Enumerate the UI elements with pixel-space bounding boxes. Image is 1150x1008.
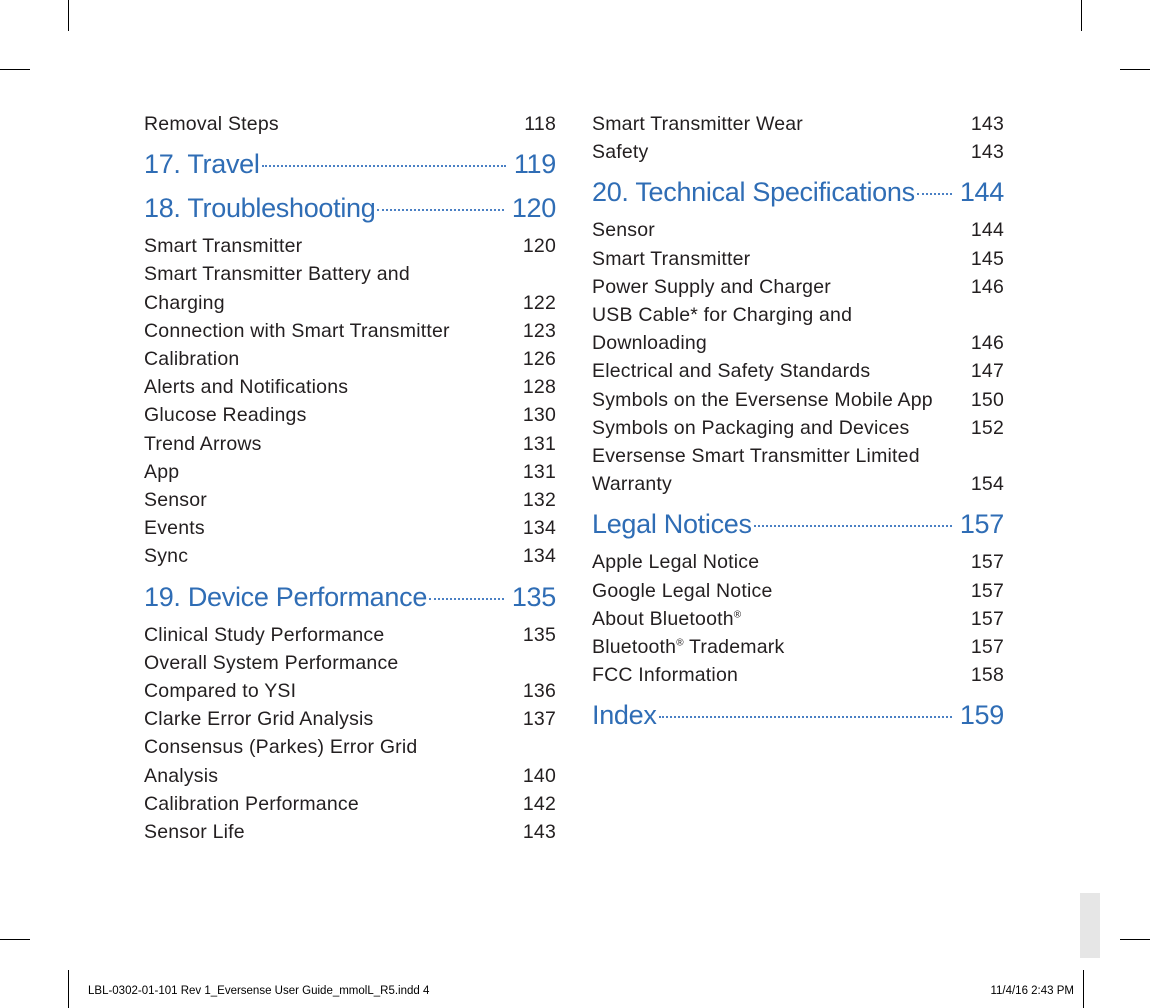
registered-mark: ® bbox=[733, 609, 742, 621]
toc-chapter-heading[interactable] bbox=[592, 174, 1004, 210]
entry-title bbox=[592, 357, 870, 385]
toc-entry[interactable] bbox=[144, 649, 556, 705]
toc-entry[interactable] bbox=[592, 548, 1004, 576]
entry-title bbox=[144, 373, 348, 401]
entry-title bbox=[144, 542, 188, 570]
crop-mark-top-left bbox=[68, 0, 69, 31]
toc-entry[interactable] bbox=[144, 430, 556, 458]
entry-title-text: Clinical Study Performance bbox=[144, 623, 385, 646]
entry-page-number: 137 bbox=[522, 708, 556, 731]
toc-entry[interactable] bbox=[592, 245, 1004, 273]
toc-entry[interactable] bbox=[144, 542, 556, 570]
entry-title-text: Electrical and Safety Standards bbox=[592, 360, 871, 383]
entry-page-number: 143 bbox=[970, 141, 1004, 164]
entry-title-text: About Bluetooth bbox=[592, 607, 734, 630]
chapter-page-number: 119 bbox=[513, 149, 556, 180]
entry-page-number: 157 bbox=[970, 636, 1004, 659]
dot-leader bbox=[429, 598, 504, 600]
entry-title-text: Sensor bbox=[592, 219, 655, 242]
entry-title-text: Smart Transmitter bbox=[144, 235, 303, 258]
dot-leader bbox=[754, 525, 952, 527]
entry-title bbox=[592, 633, 784, 661]
chapter-title: 17. Travel bbox=[144, 149, 260, 180]
entry-title-line1: Eversense Smart Transmitter Limited bbox=[592, 445, 920, 468]
entry-page-number: 157 bbox=[970, 551, 1004, 574]
entry-title bbox=[592, 661, 738, 689]
entry-page-number: 118 bbox=[524, 113, 556, 135]
entry-title-text: Calibration bbox=[144, 348, 240, 371]
entry-page-number: 122 bbox=[522, 291, 556, 314]
toc-entry[interactable] bbox=[592, 577, 1004, 605]
entry-title-text: Bluetooth bbox=[592, 636, 677, 659]
entry-title bbox=[592, 386, 933, 414]
entry-title-text: Connection with Smart Transmitter bbox=[144, 319, 450, 342]
entry-page-number: 131 bbox=[522, 460, 556, 483]
entry-title-line2: Downloading bbox=[592, 332, 707, 355]
entry-line2 bbox=[144, 677, 556, 705]
crop-mark-right-bottom bbox=[1120, 939, 1150, 940]
entry-title bbox=[592, 138, 648, 166]
toc-entry[interactable] bbox=[592, 661, 1004, 689]
toc-entry[interactable] bbox=[144, 345, 556, 373]
entry-page-number: 135 bbox=[522, 623, 556, 646]
entry-title-text: Smart Transmitter bbox=[592, 247, 751, 270]
toc-entry[interactable] bbox=[592, 138, 1004, 166]
chapter-page-number: 144 bbox=[959, 177, 1004, 208]
toc-chapter-heading[interactable] bbox=[144, 146, 556, 182]
entry-title bbox=[144, 430, 262, 458]
toc-entry[interactable] bbox=[592, 414, 1004, 442]
toc-entry[interactable] bbox=[144, 705, 556, 733]
entry-title-line2: Warranty bbox=[592, 473, 672, 496]
entry-page-number: 157 bbox=[970, 579, 1004, 602]
entry-page-number: 146 bbox=[970, 332, 1004, 355]
entry-title bbox=[592, 245, 750, 273]
dot-leader bbox=[377, 209, 503, 211]
entry-title bbox=[144, 401, 307, 429]
entry-title bbox=[144, 790, 359, 818]
toc-chapter-heading[interactable] bbox=[144, 579, 556, 615]
entry-title bbox=[592, 548, 759, 576]
chapter-page-number: 120 bbox=[511, 193, 556, 224]
chapter-title: Legal Notices bbox=[592, 509, 752, 540]
entry-title-text: Apple Legal Notice bbox=[592, 551, 760, 574]
chapter-page-number: 135 bbox=[511, 581, 556, 612]
entry-page-number: 130 bbox=[522, 404, 556, 427]
entry-page-number: 150 bbox=[970, 388, 1004, 411]
entry-title bbox=[144, 705, 374, 733]
dot-leader bbox=[917, 193, 952, 195]
entry-page-number: 145 bbox=[970, 247, 1004, 270]
toc-entry[interactable] bbox=[144, 458, 556, 486]
chapter-page-number: 159 bbox=[959, 700, 1004, 731]
entry-title bbox=[144, 317, 450, 345]
entry-page-number: 152 bbox=[970, 416, 1004, 439]
slug-timestamp: 11/4/16 2:43 PM bbox=[990, 985, 1074, 997]
entry-page-number: 136 bbox=[522, 680, 556, 703]
chapter-title: 20. Technical Specifications bbox=[592, 177, 915, 208]
entry-page-number: 134 bbox=[522, 517, 556, 540]
entry-title-text: App bbox=[144, 460, 180, 483]
entry-line2 bbox=[144, 289, 556, 317]
entry-title-text: FCC Information bbox=[592, 664, 739, 687]
entry-page-number: 132 bbox=[522, 489, 556, 512]
entry-title bbox=[592, 216, 655, 244]
entry-page-number: 131 bbox=[522, 432, 556, 455]
toc-left-column bbox=[144, 110, 556, 846]
chapter-title: 19. Device Performance bbox=[144, 581, 428, 612]
toc-entry[interactable] bbox=[144, 401, 556, 429]
entry-page-number: 143 bbox=[522, 821, 556, 844]
crop-mark-top-right bbox=[1081, 0, 1082, 31]
entry-title-text: Power Supply and Charger bbox=[592, 275, 831, 298]
entry-title-line2: Charging bbox=[144, 291, 225, 314]
entry-title bbox=[144, 486, 207, 514]
entry-page-number: 146 bbox=[970, 275, 1004, 298]
entry-title-text: Symbols on Packaging and Devices bbox=[592, 416, 910, 439]
toc-entry[interactable] bbox=[144, 373, 556, 401]
entry-title-line1: Overall System Performance bbox=[144, 651, 399, 674]
toc-entry[interactable] bbox=[144, 818, 556, 846]
entry-title-text: Sensor bbox=[144, 489, 207, 512]
toc-chapter-heading[interactable] bbox=[592, 506, 1004, 542]
entry-page-number: 147 bbox=[970, 360, 1004, 383]
entry-title bbox=[592, 414, 910, 442]
entry-page-number: 134 bbox=[522, 545, 556, 568]
entry-page-number: 142 bbox=[522, 792, 556, 815]
toc-entry[interactable] bbox=[592, 110, 1004, 138]
entry-page-number: 143 bbox=[970, 113, 1004, 135]
chapter-title: 18. Troubleshooting bbox=[144, 193, 376, 224]
toc-entry[interactable] bbox=[592, 442, 1004, 498]
toc-entry[interactable] bbox=[144, 110, 556, 138]
toc-entry[interactable] bbox=[592, 273, 1004, 301]
toc-chapter-heading[interactable] bbox=[144, 190, 556, 226]
dot-leader bbox=[262, 165, 506, 167]
chapter-page-number: 157 bbox=[959, 509, 1004, 540]
entry-title-line1: Smart Transmitter Battery and bbox=[144, 263, 410, 286]
entry-page-number: 154 bbox=[970, 473, 1004, 496]
toc-entry[interactable] bbox=[592, 386, 1004, 414]
dot-leader bbox=[659, 716, 952, 718]
toc-entry[interactable] bbox=[144, 232, 556, 260]
slug-file-name: LBL-0302-01-101 Rev 1_Eversense User Guide_mmolL_R5.indd 4 bbox=[88, 985, 430, 997]
entry-title bbox=[144, 514, 205, 542]
entry-title-text: Calibration Performance bbox=[144, 792, 359, 815]
entry-page-number: 126 bbox=[522, 348, 556, 371]
entry-title-text: Google Legal Notice bbox=[592, 579, 773, 602]
toc-entry[interactable] bbox=[144, 317, 556, 345]
entry-title-text: Sensor Life bbox=[144, 821, 245, 844]
entry-title-text: Glucose Readings bbox=[144, 404, 307, 427]
toc-entry[interactable] bbox=[592, 605, 1004, 633]
entry-title bbox=[592, 577, 773, 605]
entry-page-number: 120 bbox=[522, 235, 556, 258]
registered-mark: ® bbox=[676, 637, 684, 649]
entry-page-number: 140 bbox=[522, 764, 556, 787]
page-edge-tab bbox=[1080, 893, 1100, 958]
entry-title-text: Symbols on the Eversense Mobile App bbox=[592, 388, 933, 411]
entry-line2 bbox=[592, 329, 1004, 357]
entry-title-text: Sync bbox=[144, 545, 189, 568]
entry-page-number: 128 bbox=[522, 376, 556, 399]
crop-mark-left-bottom bbox=[0, 939, 30, 940]
entry-title-line1: USB Cable* for Charging and bbox=[592, 304, 853, 327]
toc-entry[interactable] bbox=[144, 621, 556, 649]
entry-title bbox=[592, 605, 741, 633]
crop-mark-right-top bbox=[1120, 69, 1150, 70]
entry-title bbox=[144, 621, 384, 649]
entry-page-number: 158 bbox=[970, 664, 1004, 687]
toc-entry[interactable] bbox=[144, 790, 556, 818]
entry-title bbox=[144, 345, 239, 373]
entry-title-text: Alerts and Notifications bbox=[144, 376, 349, 399]
toc-entry[interactable] bbox=[144, 733, 556, 789]
entry-title-text: Safety bbox=[592, 141, 649, 164]
entry-title-line2: Compared to YSI bbox=[144, 680, 297, 703]
toc-entry[interactable] bbox=[144, 486, 556, 514]
entry-title-text: Removal Steps bbox=[144, 113, 279, 135]
entry-title bbox=[592, 110, 803, 138]
entry-line2 bbox=[592, 470, 1004, 498]
toc-entry[interactable] bbox=[592, 357, 1004, 385]
entry-page-number: 144 bbox=[970, 219, 1004, 242]
chapter-title: Index bbox=[592, 700, 657, 731]
entry-title-text: Events bbox=[144, 517, 205, 540]
entry-title-text: Smart Transmitter Wear bbox=[592, 113, 803, 135]
entry-title-line2: Analysis bbox=[144, 764, 219, 787]
toc-chapter-heading[interactable] bbox=[592, 697, 1004, 733]
entry-page-number: 157 bbox=[970, 607, 1004, 630]
toc-entry[interactable] bbox=[592, 301, 1004, 357]
entry-title-text: Clarke Error Grid Analysis bbox=[144, 708, 374, 731]
toc-right-column bbox=[592, 110, 1004, 739]
toc-entry[interactable] bbox=[144, 514, 556, 542]
toc-entry[interactable] bbox=[144, 260, 556, 316]
entry-title bbox=[592, 273, 831, 301]
entry-title-line1: Consensus (Parkes) Error Grid bbox=[144, 736, 418, 759]
entry-title-suffix: Trademark bbox=[683, 636, 785, 659]
entry-line2 bbox=[144, 762, 556, 790]
crop-mark-left-top bbox=[0, 69, 30, 70]
entry-page-number: 123 bbox=[522, 319, 556, 342]
toc-entry[interactable] bbox=[592, 633, 1004, 661]
entry-title bbox=[144, 458, 179, 486]
entry-title bbox=[144, 818, 245, 846]
toc-entry[interactable] bbox=[592, 216, 1004, 244]
entry-title bbox=[144, 110, 279, 138]
entry-title bbox=[144, 232, 302, 260]
entry-title-text: Trend Arrows bbox=[144, 432, 262, 455]
